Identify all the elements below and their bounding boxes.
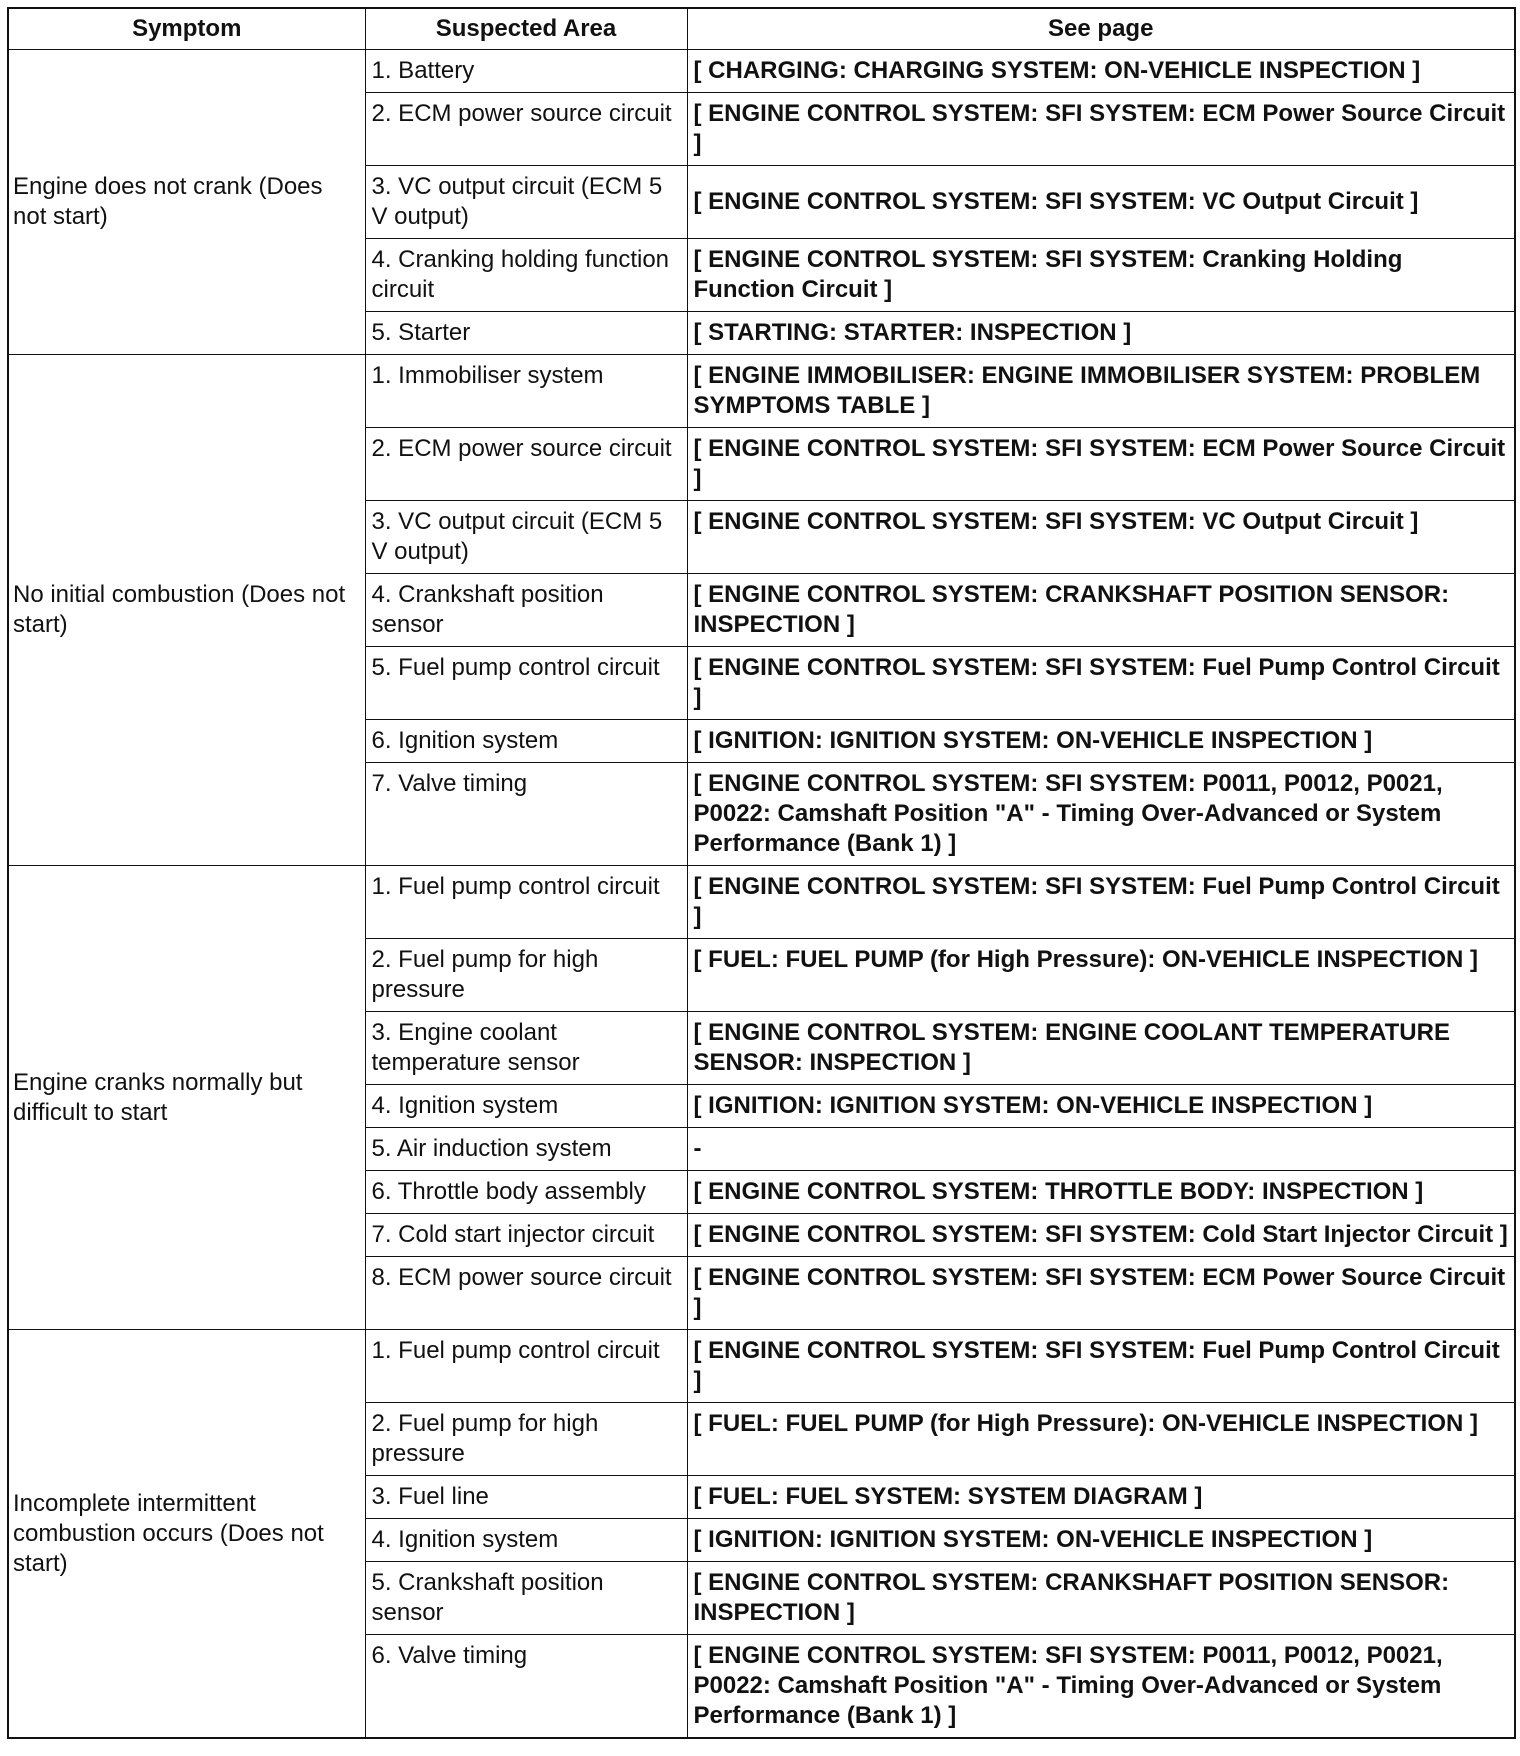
see-page-link[interactable]: [ ENGINE CONTROL SYSTEM: CRANKSHAFT POSITION SENSOR: INSPECTION ] — [687, 1562, 1515, 1635]
table-body — [8, 50, 1515, 1739]
see-page-link[interactable]: [ ENGINE CONTROL SYSTEM: SFI SYSTEM: P0011, P0012, P0021, P0022: Camshaft Position "A" - Timing Over-Advanced or System Performance (Bank 1) ] — [687, 763, 1515, 866]
see-page-link[interactable]: [ ENGINE CONTROL SYSTEM: CRANKSHAFT POSITION SENSOR: INSPECTION ] — [687, 574, 1515, 647]
header-see-page: See page — [687, 8, 1515, 50]
suspected-area-cell: 6. Throttle body assembly — [365, 1171, 687, 1214]
symptom-cell: Engine cranks normally but difficult to start — [8, 866, 365, 1330]
see-page-link[interactable]: [ ENGINE CONTROL SYSTEM: SFI SYSTEM: ECM Power Source Circuit ] — [687, 93, 1515, 166]
see-page-link[interactable]: [ IGNITION: IGNITION SYSTEM: ON-VEHICLE INSPECTION ] — [687, 1519, 1515, 1562]
suspected-area-cell: 7. Cold start injector circuit — [365, 1214, 687, 1257]
symptom-cell: No initial combustion (Does not start) — [8, 355, 365, 866]
suspected-area-cell: 2. ECM power source circuit — [365, 93, 687, 166]
suspected-area-cell: 7. Valve timing — [365, 763, 687, 866]
see-page-link[interactable]: [ ENGINE CONTROL SYSTEM: SFI SYSTEM: Fuel Pump Control Circuit ] — [687, 1330, 1515, 1403]
suspected-area-cell: 5. Fuel pump control circuit — [365, 647, 687, 720]
see-page-link[interactable]: [ IGNITION: IGNITION SYSTEM: ON-VEHICLE INSPECTION ] — [687, 1085, 1515, 1128]
problem-symptoms-sheet — [7, 7, 1514, 1739]
suspected-area-cell: 4. Cranking holding function circuit — [365, 239, 687, 312]
suspected-area-cell: 1. Fuel pump control circuit — [365, 866, 687, 939]
suspected-area-cell: 2. ECM power source circuit — [365, 428, 687, 501]
suspected-area-cell: 2. Fuel pump for high pressure — [365, 1403, 687, 1476]
see-page-link[interactable]: [ ENGINE CONTROL SYSTEM: SFI SYSTEM: Fuel Pump Control Circuit ] — [687, 647, 1515, 720]
suspected-area-cell: 5. Air induction system — [365, 1128, 687, 1171]
see-page-link[interactable]: [ ENGINE CONTROL SYSTEM: SFI SYSTEM: VC Output Circuit ] — [687, 166, 1515, 239]
suspected-area-cell: 3. Engine coolant temperature sensor — [365, 1012, 687, 1085]
suspected-area-cell: 3. Fuel line — [365, 1476, 687, 1519]
suspected-area-cell: 4. Ignition system — [365, 1085, 687, 1128]
header-row — [8, 8, 1515, 50]
see-page-link[interactable]: [ ENGINE CONTROL SYSTEM: SFI SYSTEM: ECM Power Source Circuit ] — [687, 1257, 1515, 1330]
suspected-area-cell: 1. Immobiliser system — [365, 355, 687, 428]
see-page-link[interactable]: [ ENGINE CONTROL SYSTEM: THROTTLE BODY: INSPECTION ] — [687, 1171, 1515, 1214]
see-page-link[interactable]: [ ENGINE CONTROL SYSTEM: SFI SYSTEM: Cold Start Injector Circuit ] — [687, 1214, 1515, 1257]
suspected-area-cell: 8. ECM power source circuit — [365, 1257, 687, 1330]
suspected-area-cell: 6. Valve timing — [365, 1635, 687, 1739]
see-page-link[interactable]: [ ENGINE CONTROL SYSTEM: SFI SYSTEM: P0011, P0012, P0021, P0022: Camshaft Position "A" - Timing Over-Advanced or System Performance (Bank 1) ] — [687, 1635, 1515, 1739]
table-row — [8, 355, 1515, 428]
suspected-area-cell: 4. Crankshaft position sensor — [365, 574, 687, 647]
suspected-area-cell: 1. Battery — [365, 50, 687, 93]
see-page-link[interactable]: [ ENGINE CONTROL SYSTEM: SFI SYSTEM: VC Output Circuit ] — [687, 501, 1515, 574]
problem-symptoms-table — [7, 7, 1516, 1739]
see-page-link[interactable]: [ ENGINE CONTROL SYSTEM: SFI SYSTEM: Fuel Pump Control Circuit ] — [687, 866, 1515, 939]
see-page-link[interactable]: [ FUEL: FUEL PUMP (for High Pressure): ON-VEHICLE INSPECTION ] — [687, 939, 1515, 1012]
see-page-link[interactable]: [ STARTING: STARTER: INSPECTION ] — [687, 312, 1515, 355]
suspected-area-cell: 1. Fuel pump control circuit — [365, 1330, 687, 1403]
suspected-area-cell: 5. Crankshaft position sensor — [365, 1562, 687, 1635]
see-page-link[interactable]: [ ENGINE CONTROL SYSTEM: SFI SYSTEM: ECM Power Source Circuit ] — [687, 428, 1515, 501]
see-page-link[interactable]: [ FUEL: FUEL SYSTEM: SYSTEM DIAGRAM ] — [687, 1476, 1515, 1519]
header-suspected-area: Suspected Area — [365, 8, 687, 50]
suspected-area-cell: 5. Starter — [365, 312, 687, 355]
suspected-area-cell: 6. Ignition system — [365, 720, 687, 763]
symptom-cell: Engine does not crank (Does not start) — [8, 50, 365, 355]
see-page-link[interactable]: [ ENGINE IMMOBILISER: ENGINE IMMOBILISER SYSTEM: PROBLEM SYMPTOMS TABLE ] — [687, 355, 1515, 428]
see-page-link[interactable]: - — [687, 1128, 1515, 1171]
see-page-link[interactable]: [ CHARGING: CHARGING SYSTEM: ON-VEHICLE INSPECTION ] — [687, 50, 1515, 93]
suspected-area-cell: 3. VC output circuit (ECM 5 V output) — [365, 166, 687, 239]
see-page-link[interactable]: [ FUEL: FUEL PUMP (for High Pressure): ON-VEHICLE INSPECTION ] — [687, 1403, 1515, 1476]
see-page-link[interactable]: [ ENGINE CONTROL SYSTEM: ENGINE COOLANT TEMPERATURE SENSOR: INSPECTION ] — [687, 1012, 1515, 1085]
table-row — [8, 50, 1515, 93]
symptom-cell: Incomplete intermittent combustion occurs (Does not start) — [8, 1330, 365, 1739]
suspected-area-cell: 4. Ignition system — [365, 1519, 687, 1562]
table-row — [8, 1330, 1515, 1403]
suspected-area-cell: 2. Fuel pump for high pressure — [365, 939, 687, 1012]
see-page-link[interactable]: [ IGNITION: IGNITION SYSTEM: ON-VEHICLE INSPECTION ] — [687, 720, 1515, 763]
suspected-area-cell: 3. VC output circuit (ECM 5 V output) — [365, 501, 687, 574]
table-row — [8, 866, 1515, 939]
see-page-link[interactable]: [ ENGINE CONTROL SYSTEM: SFI SYSTEM: Cranking Holding Function Circuit ] — [687, 239, 1515, 312]
header-symptom: Symptom — [8, 8, 365, 50]
